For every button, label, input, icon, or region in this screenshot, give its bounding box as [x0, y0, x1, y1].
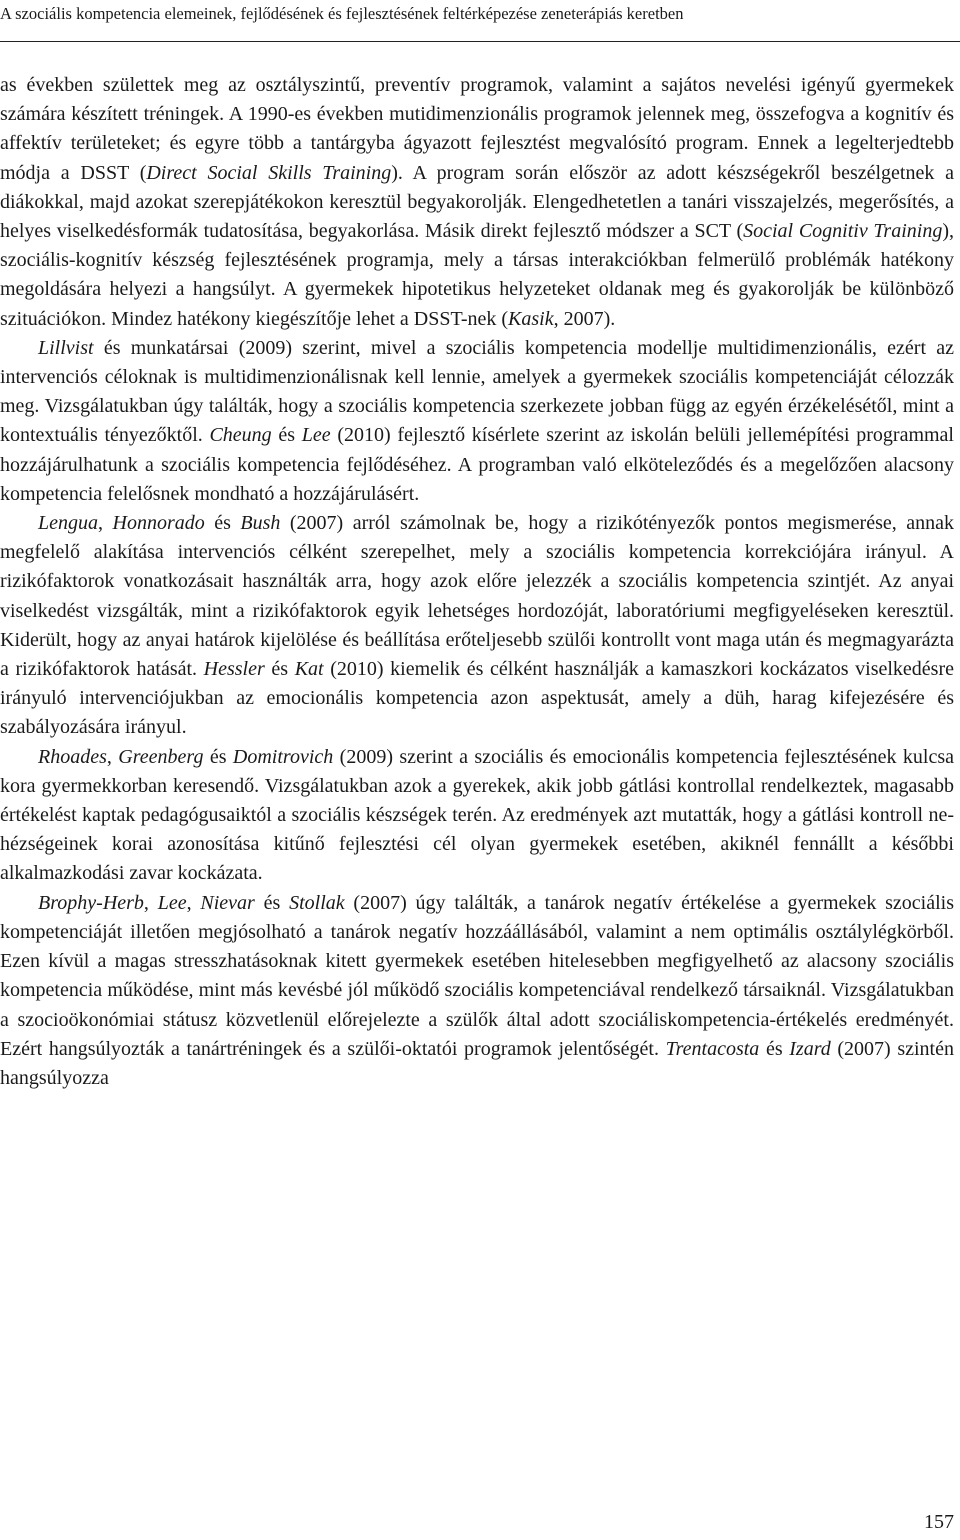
header-rule	[0, 41, 960, 42]
italic-text-run: Trentacosta	[665, 1037, 760, 1060]
paragraph-4	[0, 743, 954, 889]
italic-text-run: Lee	[157, 891, 187, 914]
text-run: és	[203, 745, 233, 768]
text-run: (2010) fejlesztő kísérlete szerint az iskolán belüli jellemépítési programmal hozzájárulhatunk a szociális kompetencia fejlődéséhez. A programban való elköteleződés és a megelőzően alacsony kompetencia felelősnek mondható a hozzájárulásért.	[0, 424, 954, 505]
italic-text-run: Izard	[789, 1037, 831, 1060]
italic-text-run: Bush	[240, 512, 281, 535]
italic-text-run: Honnorado	[112, 512, 205, 535]
text-run: -	[96, 891, 103, 914]
text-run: és	[254, 891, 290, 914]
text-run: és munkatársai (2009) szerint, mivel a szociális kompetencia modellje multidimenzionális, ezért az intervenciós céloknak is multidimenzionálisnak kell lennie, amelyek a gyermekek szociális kompetenciáját célozzák meg. Vizsgálatukban úgy találták, hogy a szociális kompetencia szerkezete jobban függ az egyén érzékelésétől, mint a kontextuális tényezőktől.	[0, 336, 954, 447]
text-run: ,	[106, 745, 119, 768]
text-run: ), szociális-kognitív készség fejlesztésének programja, mely a társas interakciókban felmerülő problémák hatékony megoldására helyezi a hangsúlyt. A gyermekek hipotetikus helyzeteket oldanak meg és gyakorolják be különböző szituációkon. Mindez hatékony kiegészítője lehet a DSST-nek (	[0, 220, 954, 330]
italic-text-run: Hessler	[203, 658, 265, 681]
running-header: A szociális kompetencia elemeinek, fejlődésének és fejlesztésének feltérképezése zeneterápiás keretben	[0, 4, 684, 23]
text-run: és	[759, 1037, 790, 1060]
text-run: és	[204, 512, 241, 535]
text-run: ,	[143, 891, 158, 914]
italic-text-run: Stollak	[289, 891, 345, 914]
italic-text-run: Nievar	[200, 891, 255, 914]
italic-text-run: Cheung	[209, 424, 272, 447]
text-run: (2007) szintén hangsúlyozza	[0, 1037, 954, 1089]
italic-text-run: Kasik	[508, 307, 554, 330]
italic-text-run: Direct Social Skills Training	[146, 161, 392, 184]
italic-text-run: Lengua	[38, 512, 98, 535]
text-run: (2010) kiemelik és célként használják a kamaszkori kockázatos viselkedésre irányuló intervenciójukban az emocionális kompetencia azon aspektusát, amely a düh, harag kifejezésére és szabályozására irányul.	[0, 658, 955, 739]
text-run: és	[271, 424, 302, 447]
text-run: ,	[186, 891, 201, 914]
italic-text-run: Lee	[301, 424, 331, 447]
text-run: és	[264, 658, 295, 681]
paragraph-1	[0, 71, 954, 334]
body-text	[0, 71, 954, 1093]
text-run: , 2007).	[553, 307, 616, 330]
text-run: as években születtek meg az osztályszintű, preventív programok, valamint a sajátos nevelési igényű gyermekek számára készített tréningek. A 1990-es években mutidimenzionális programok jelennek meg, összefogva a kognitív és affektív területeket; és egyre több a tantárgyba ágyazott fejlesztést megvalósító program. Ennek a legelterjedtebb módja a DSST (	[0, 74, 954, 184]
paragraph-5	[0, 889, 954, 1093]
text-run: ,	[98, 512, 113, 535]
italic-text-run: Brophy	[38, 891, 97, 914]
text-run: (2007) arról számolnak be, hogy a rizikótényezők pontos megismerése, annak megfelelő alakítása intervenciós célként szerepelhet, mely a szociális kompetencia korrekciójára irányul. A rizikófaktorok vonatkozásait használták arra, hogy azok előre jelezzék a szociális kompetencia szintjét. Az anyai viselkedést vizsgálták, mint a rizikófaktorok egyik lehetséges hordozóját, laboratóriumi megfigyeléseken keresztül. Kiderült, hogy az anyai határok kijelölése és beállítása erőteljesebb szülői kontrollt vont maga után és megmagyarázta a rizikófaktorok hatását.	[0, 512, 954, 681]
italic-text-run: Rhoades	[38, 745, 107, 768]
italic-text-run: Kat	[294, 658, 324, 681]
italic-text-run: Lillvist	[38, 336, 94, 359]
paragraph-2	[0, 334, 954, 509]
text-run: (2007) úgy találták, a tanárok negatív értékelése a gyermekek szociális kompetenciáját illetően megjósolható a tanárok negatív hozzáállásából, valamint a nem optimális osztálylégkörből. Ezen kívül a magas stresszhatásoknak kitett gyermekek esetében hitelesebben megfigyelhető az alacsony szociális kompetencia működése, mint más kevésbé jól működő szociális kompetenciával rendelkező társaiknál. Vizsgálatukban a szocioökonómiai státusz közvetlenül előrejelezte a szülők által adott szociáliskompetencia-értékelés eredményét. Ezért hangsúlyozták a tanártréningek és a szülői-oktatói programok jelentőségét.	[0, 891, 954, 1060]
italic-text-run: Greenberg	[118, 745, 204, 768]
text-run: ). A program során először az adott készségekről beszélgetnek a diákokkal, majd azokat szerepjátékokon keresztül begyakorolják. Elengedhetetlen a tanári visszajelzés, megerősítés, a helyes viselkedésformák tudatosítása, begyakorlása. Másik direkt fejlesztő módszer a SCT (	[0, 161, 954, 243]
italic-text-run: Domitrovich	[232, 745, 334, 768]
page-number: 157	[924, 1511, 954, 1533]
italic-text-run: Social Cognitiv Training	[743, 220, 943, 243]
italic-text-run: Herb	[102, 891, 144, 914]
text-run: (2009) szerint a szociális és emocionális kompetencia fejlesztésének kulcsa kora gyermekkorban keresendő. Vizsgálatukban azok a gyerekek, akik jobb gátlási kontrollal rendelkeztek, magasabb értékelést kaptak pedagógusaiktól a szociális készségek terén. Az eredmények azt mutatták, hogy a gátlási kontroll nehézségeinek korai azonosítása kitűnő fejlesztési cél olyan gyermekek esetében, akiknél fennállt a későbbi alkalmazkodási zavar kockázata.	[0, 745, 954, 885]
paragraph-3	[0, 509, 954, 743]
